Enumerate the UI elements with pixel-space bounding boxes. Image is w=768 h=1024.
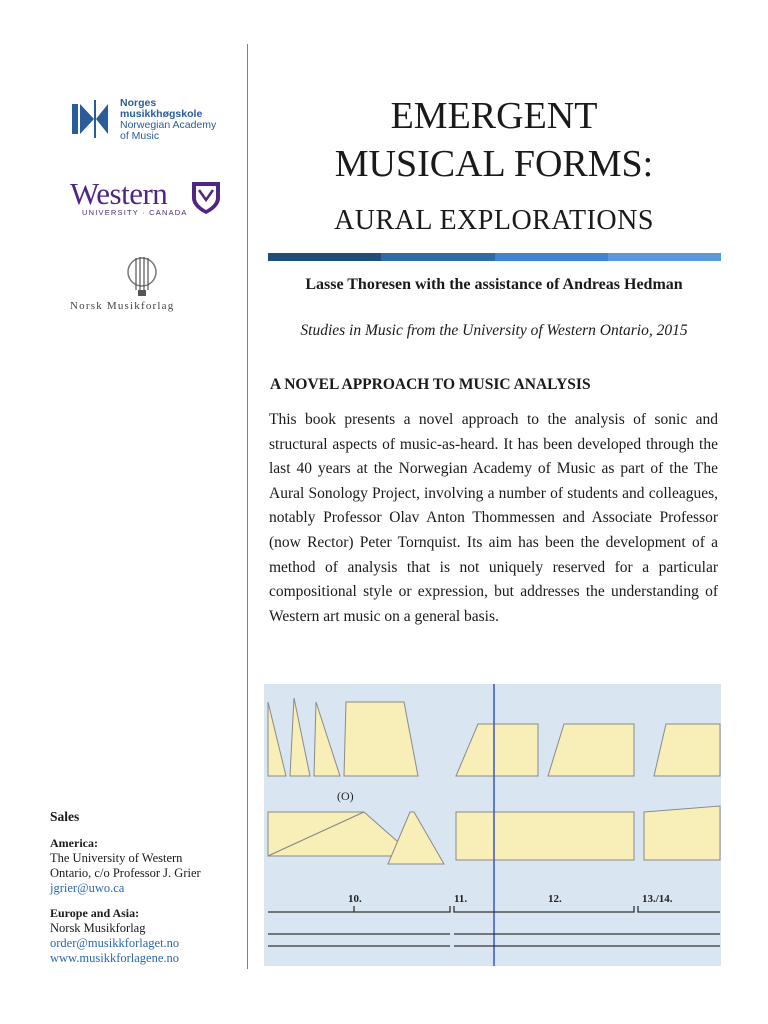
section-heading: A NOVEL APPROACH TO MUSIC ANALYSIS	[270, 376, 591, 393]
norsk-musikforlag-wordmark: Norsk Musikforlag	[70, 300, 175, 312]
western-wordmark: Western	[70, 176, 168, 211]
nmh-line-4: of Music	[120, 130, 160, 142]
vertical-divider	[247, 44, 248, 969]
shape-block-1	[456, 812, 634, 860]
america-line-2: Ontario, c/o Professor J. Grier	[50, 866, 201, 880]
shape-trapezoid-4	[654, 724, 720, 776]
europe-label: Europe and Asia:	[50, 906, 140, 920]
nmh-logo	[70, 98, 230, 146]
western-crest-icon	[190, 180, 222, 216]
shape-triangle-2	[290, 698, 310, 776]
analysis-figure	[264, 684, 721, 966]
accent-bar-1	[268, 253, 381, 261]
title-line-1: EMERGENT	[390, 95, 598, 137]
shape-trapezoid-2	[456, 724, 538, 776]
shape-trapezoid-3	[548, 724, 634, 776]
label-13-14: 13./14.	[642, 893, 673, 905]
accent-bar-3	[495, 253, 608, 261]
sales-heading: Sales	[50, 809, 80, 824]
europe-web-link[interactable]: www.musikkforlagene.no	[50, 951, 180, 965]
label-11: 11.	[454, 893, 468, 905]
shape-wedge-3	[388, 812, 444, 864]
bracket-10-right	[354, 906, 450, 912]
america-email-link[interactable]: jgrier@uwo.ca	[50, 881, 125, 895]
nmh-emblem-icon	[70, 98, 110, 142]
book-subtitle: AURAL EXPLORATIONS	[334, 205, 654, 236]
western-logo	[70, 176, 230, 220]
bracket-12	[534, 906, 634, 912]
shape-triangle-3	[314, 702, 340, 776]
nmh-line-1: Norges	[120, 97, 157, 109]
america-line-1: The University of Western	[50, 851, 183, 865]
accent-bar-2	[381, 253, 494, 261]
title-line-2: MUSICAL FORMS:	[334, 143, 654, 185]
america-label: America:	[50, 836, 98, 850]
shape-block-2	[644, 806, 720, 860]
accent-bar-4	[608, 253, 721, 261]
lyre-icon	[126, 252, 158, 298]
bracket-10-left	[268, 906, 354, 912]
shape-trapezoid-1	[344, 702, 418, 776]
nmh-line-3: Norwegian Academy	[120, 119, 217, 131]
bracket-13-14	[638, 906, 720, 912]
label-12: 12.	[548, 893, 562, 905]
western-subtitle: UNIVERSITY · CANADA	[82, 208, 188, 217]
nmh-logo-text	[120, 98, 216, 142]
europe-line-1: Norsk Musikforlag	[50, 921, 146, 935]
shape-triangle-1	[268, 702, 286, 776]
sales-info	[50, 809, 245, 966]
analysis-diagram	[264, 684, 721, 966]
accent-bars	[268, 253, 721, 261]
nmh-line-2: musikkhøgskole	[120, 108, 203, 120]
europe-email-link[interactable]: order@musikkforlaget.no	[50, 936, 180, 950]
body-paragraph: This book presents a novel approach to the analysis of sonic and structural aspects of music-as-heard. It has been developed through the last 40 years at the Norwegian Academy of Music as part of the The Aural Sonology Project, involving a number of students and colleagues, notably Professor Olav Anton Thommessen and Associate Professor (now Rector) Peter Tornquist. Its aim has been the development of a method of analysis that is not uniquely reserved for a particular compositional style or expression, but addresses the understanding of Western art music on a general basis.	[269, 411, 718, 625]
label-o: (O)	[337, 789, 354, 803]
label-10: 10.	[348, 893, 362, 905]
norsk-musikforlag-logo	[70, 252, 230, 316]
book-title	[268, 92, 720, 188]
author-line: Lasse Thoresen with the assistance of Andreas Hedman	[305, 276, 683, 293]
series-line: Studies in Music from the University of Western Ontario, 2015	[300, 322, 688, 339]
